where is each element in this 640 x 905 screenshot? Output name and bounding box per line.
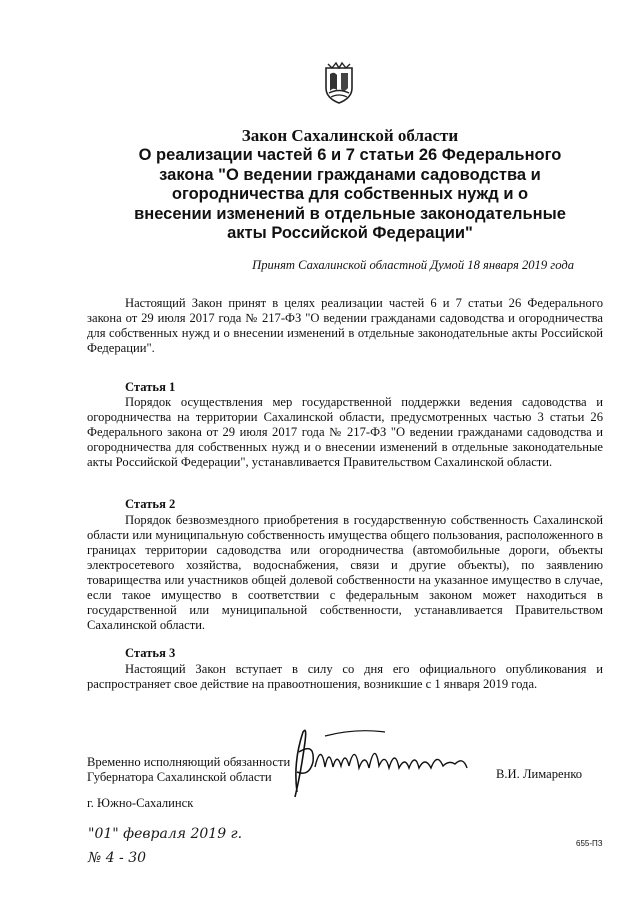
preamble-text: Настоящий Закон принят в целях реализации частей 6 и 7 статьи 26 Федерального закона от 29 июля 2017 года № 217-ФЗ "О ведении гражданами садоводства и огородничества для собственных нужд и о внесении изменений в отдельные законодательные акты Российской Федерации".: [87, 296, 603, 355]
article-2-text: Порядок безвозмездного приобретения в государственную собственность Сахалинской области или муниципальную собственность имущества общего пользования, расположенного в границах территории садоводства или огородничества (автомобильные дороги, объекты электросетевого хозяйства, водоснабжения, связи и другие объекты), по заявлению товарищества или участников общей долевой собственности на указанное имущество в случае, если такое имущество в соответствии с федеральным законом может находиться в государственной или муниципальной собственности, устанавливается Правительством Сахалинской области.: [87, 513, 603, 632]
handwritten-signature: [285, 722, 485, 802]
law-title: [70, 125, 630, 244]
article-2-heading: Статья 2: [125, 497, 176, 511]
title-line: огородничества для собственных нужд и о: [171, 185, 529, 203]
coat-of-arms-icon: [322, 60, 356, 104]
article-1-heading: Статья 1: [125, 380, 176, 394]
article-2-body: [87, 513, 603, 633]
article-3-text: Настоящий Закон вступает в силу со дня его официального опубликования и распространяет свое действие на правоотношения, возникшие с 1 января 2019 года.: [87, 662, 603, 691]
article-3-body: [87, 662, 603, 692]
article-1-text: Порядок осуществления мер государственной поддержки ведения садоводства и огородничества на территории Сахалинской области, предусмотренных частью 3 статьи 26 Федерального закона от 29 июля 2017 года № 217-ФЗ "О ведении гражданами садоводства и огородничества для собственных нужд и о внесении изменений в отдельные законодательные акты Российской Федерации", устанавливается Правительством Сахалинской области.: [87, 395, 603, 469]
article-1-body: [87, 395, 603, 470]
title-law-name: Закон Сахалинской области: [241, 126, 459, 145]
article-3-heading: Статья 3: [125, 646, 176, 660]
signatory-name: В.И. Лимаренко: [496, 767, 583, 781]
signatory-position-line2: Губернатора Сахалинской области: [87, 770, 272, 784]
title-line: О реализации частей 6 и 7 статьи 26 Федерального: [138, 146, 562, 164]
adoption-note: Принят Сахалинской областной Думой 18 января 2019 года: [252, 258, 574, 272]
title-line: закона "О ведении гражданами садоводства и: [159, 165, 541, 184]
title-line: внесении изменений в отдельные законодательные: [134, 204, 566, 223]
handwritten-number: № 4 - 30: [88, 850, 147, 866]
handwritten-date: "01" февраля 2019 г.: [88, 826, 243, 842]
document-code: 655-ПЗ: [576, 839, 603, 848]
signing-city: г. Южно-Сахалинск: [87, 796, 194, 810]
preamble: [87, 296, 603, 356]
signatory-position-line1: Временно исполняющий обязанности: [87, 755, 291, 769]
title-line: акты Российской Федерации": [227, 224, 473, 242]
